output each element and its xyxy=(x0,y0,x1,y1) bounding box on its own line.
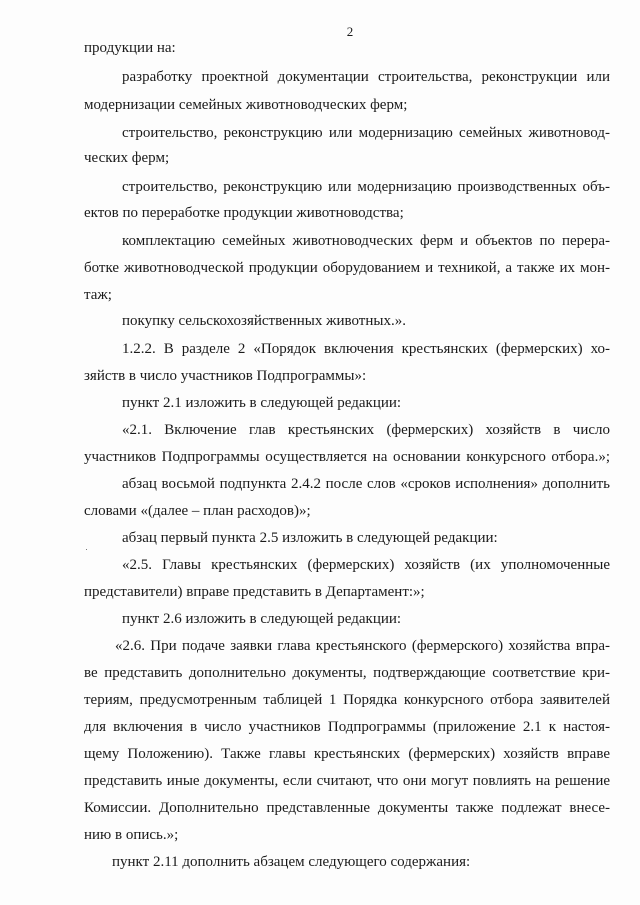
text-line: комплектацию семейных животноводческих ферм и объектов по перера- xyxy=(122,233,610,249)
text-line: пункт 2.11 дополнить абзацем следующего содержания: xyxy=(112,854,471,870)
text-line: строительство, реконструкцию или модернизацию производственных объ- xyxy=(122,179,610,195)
text-line: словами «(далее – план расходов)»; xyxy=(84,503,311,519)
text-line: модернизации семейных животноводческих ферм; xyxy=(84,97,408,113)
text-line: нию в опись.»; xyxy=(84,827,179,843)
text-line: териям, предусмотренным таблицей 1 Порядка конкурсного отбора заявителей xyxy=(84,692,610,708)
text-line: ве представить дополнительно документы, подтверждающие соответствие кри- xyxy=(84,665,610,681)
text-line: ческих ферм; xyxy=(84,150,170,166)
text-line: строительство, реконструкцию или модернизацию семейных животновод- xyxy=(122,125,610,141)
text-line: для включения в число участников Подпрограммы (приложение 2.1 к настоя- xyxy=(84,719,610,735)
text-line: зяйств в число участников Подпрограммы»: xyxy=(84,368,367,384)
text-line: представители) вправе представить в Департамент:»; xyxy=(84,584,425,600)
text-line: ектов по переработке продукции животноводства; xyxy=(84,205,404,221)
text-line: «2.6. При подаче заявки глава крестьянского (фермерского) хозяйства впра- xyxy=(115,638,610,654)
text-line: пункт 2.1 изложить в следующей редакции: xyxy=(122,395,402,411)
text-line: пункт 2.6 изложить в следующей редакции: xyxy=(122,611,402,627)
text-line: щему Положению). Также главы крестьянских (фермерских) хозяйств вправе xyxy=(84,746,610,762)
text-line: таж; xyxy=(84,287,112,303)
text-line: покупку сельскохозяйственных животных.». xyxy=(122,313,406,329)
text-line: разработку проектной документации строительства, реконструкции или xyxy=(122,69,610,85)
page-number: 2 xyxy=(346,24,354,39)
text-line: участников Подпрограммы осуществляется на основании конкурсного отбора.»; xyxy=(84,449,610,465)
scan-speck xyxy=(86,549,87,550)
text-line: 1.2.2. В разделе 2 «Порядок включения крестьянских (фермерских) хо- xyxy=(122,341,610,357)
text-line: абзац восьмой подпункта 2.4.2 после слов «сроков исполнения» дополнить xyxy=(122,476,610,492)
text-line: «2.1. Включение глав крестьянских (фермерских) хозяйств в число xyxy=(122,422,610,438)
text-line: продукции на: xyxy=(84,40,176,56)
text-line: представить иные документы, если считают, что они могут повлиять на решение xyxy=(84,773,610,789)
text-line: Комиссии. Дополнительно представленные документы также подлежат внесе- xyxy=(84,800,610,816)
text-line: «2.5. Главы крестьянских (фермерских) хозяйств (их уполномоченные xyxy=(122,557,610,573)
text-line: абзац первый пункта 2.5 изложить в следующей редакции: xyxy=(122,530,498,546)
text-line: ботке животноводческой продукции оборудованием и техникой, а также их мон- xyxy=(84,260,610,276)
